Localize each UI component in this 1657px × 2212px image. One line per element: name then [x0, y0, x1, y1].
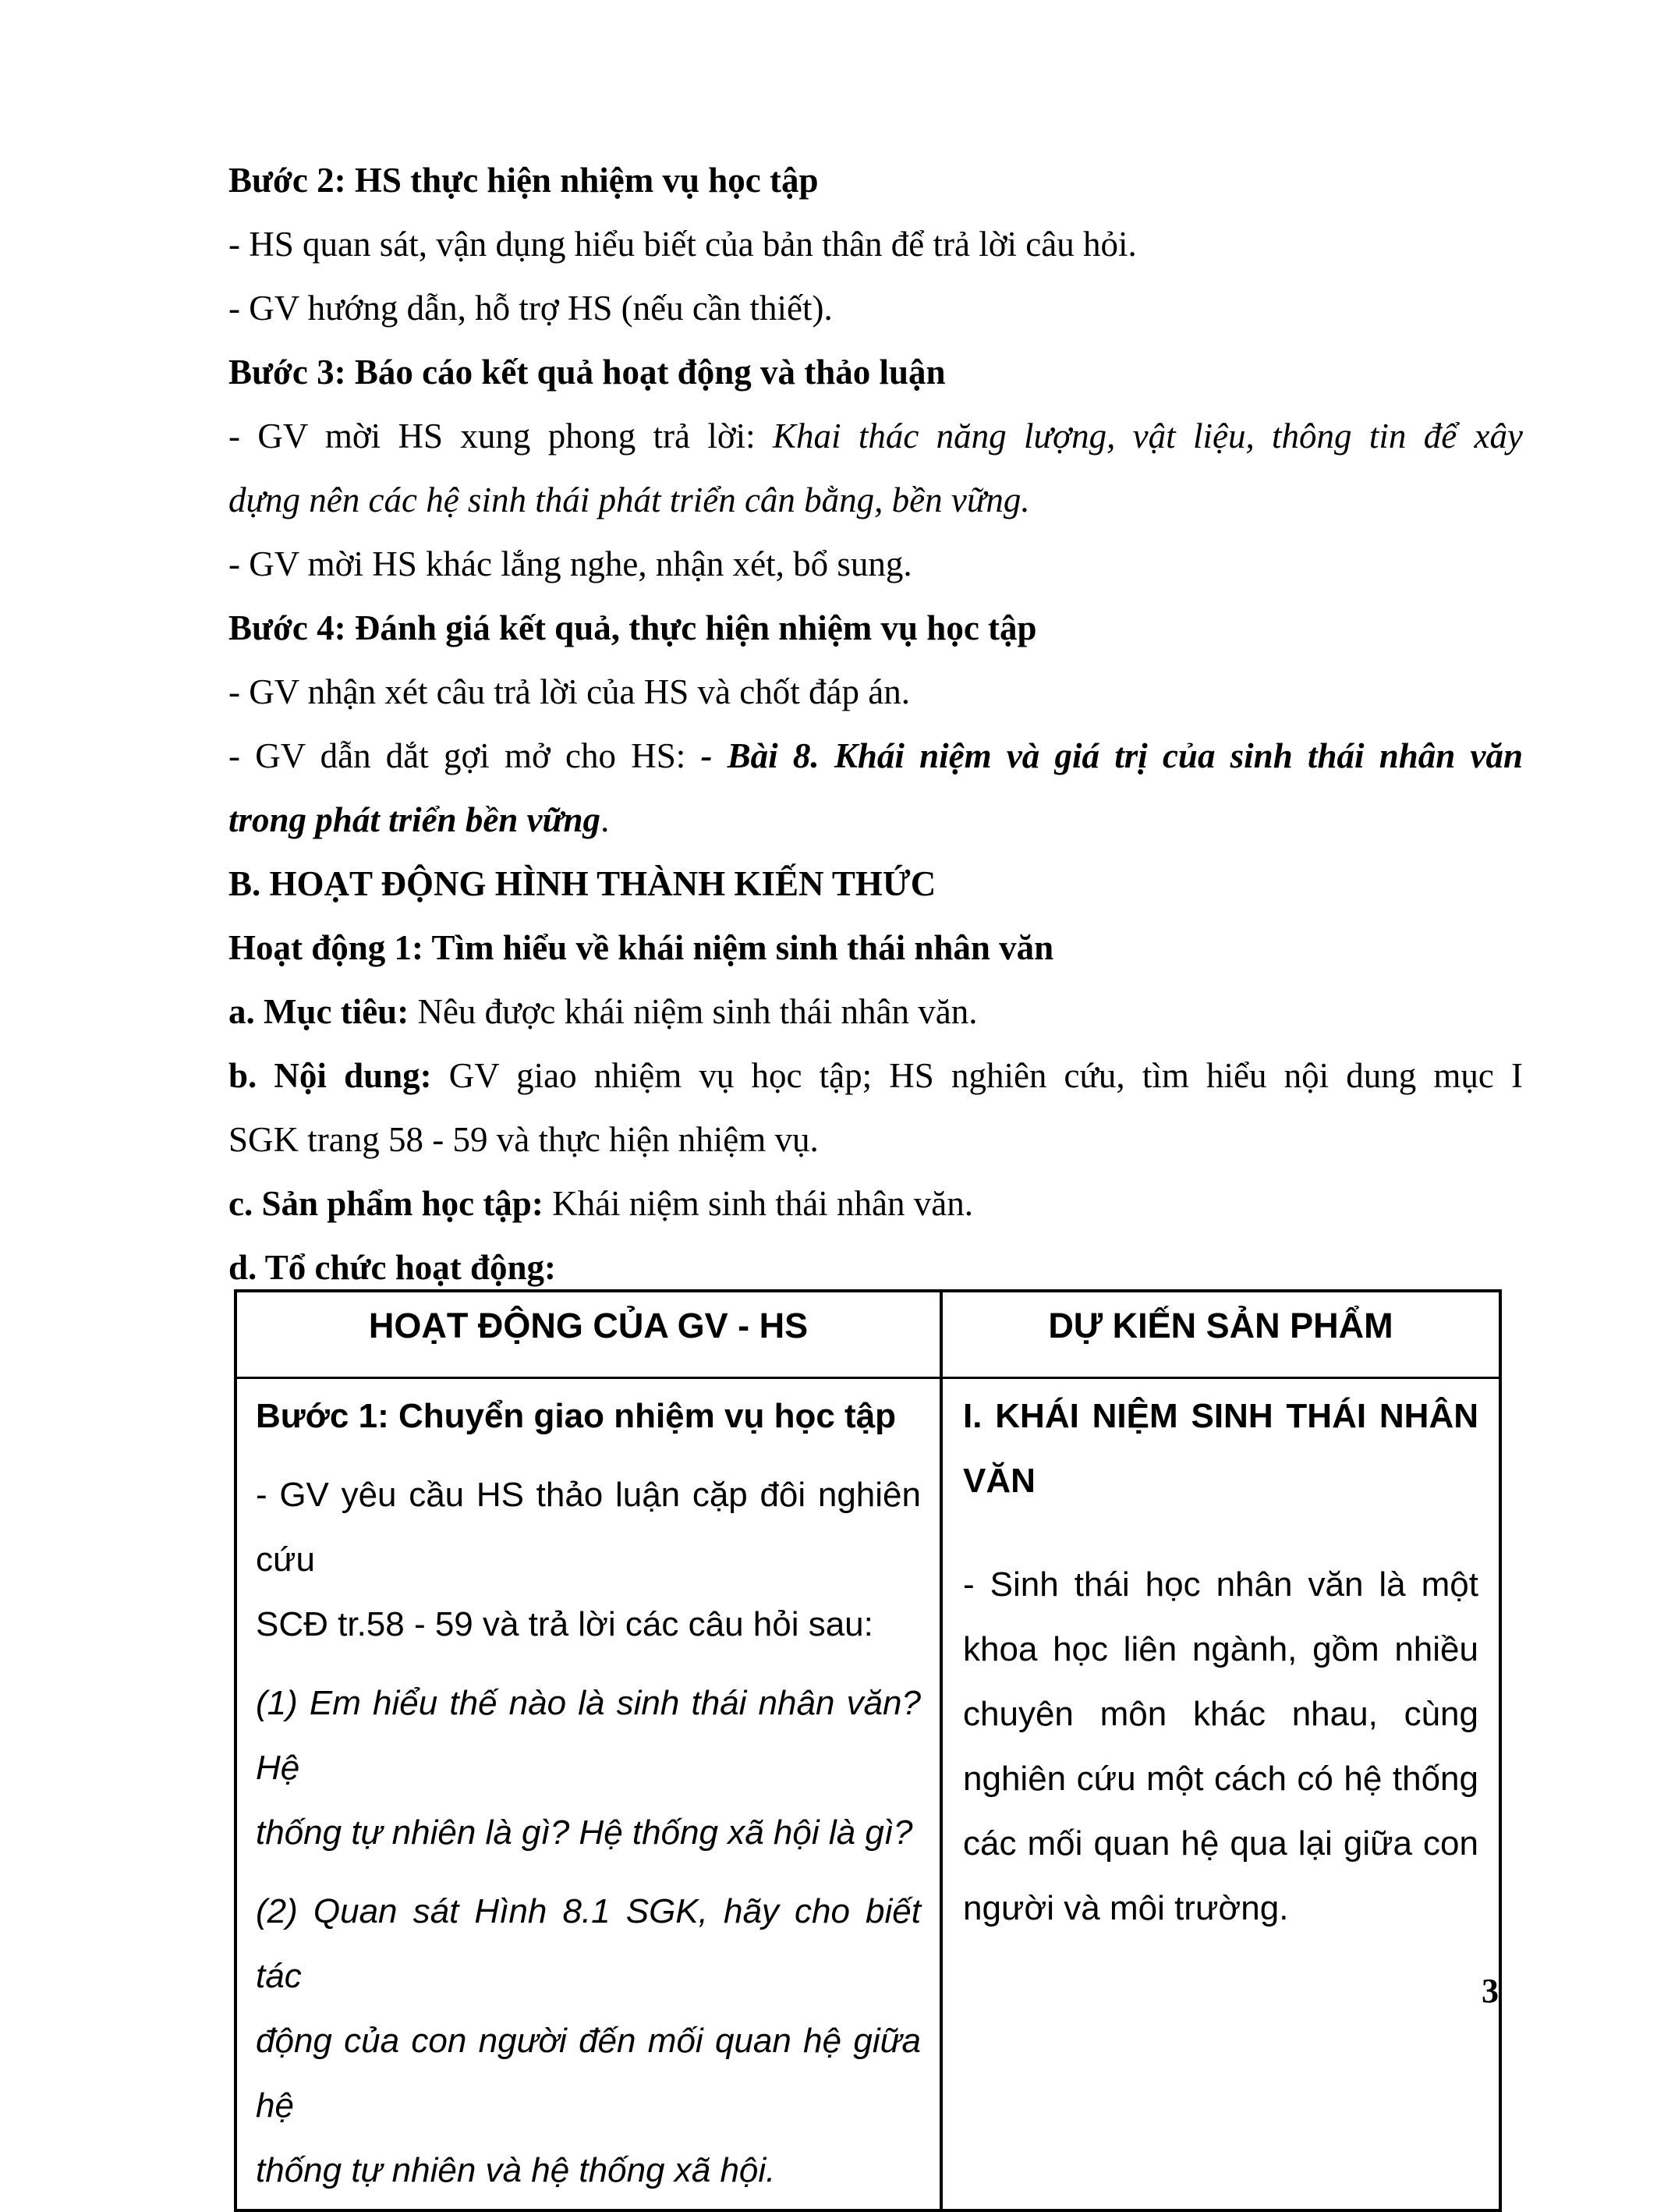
product-heading: [963, 1384, 1478, 1513]
step4-heading-text: Bước 4: Đánh giá kết quả, thực hiện nhiệm vụ học tập: [228, 608, 1037, 647]
product-def-line5-text: các mối quan hệ qua lại giữa con: [963, 1824, 1478, 1863]
paragraph-step2-line1: [228, 212, 1523, 276]
product-heading-line1-text: I. KHÁI NIỆM SINH THÁI NHÂN: [963, 1397, 1478, 1435]
product-def-line3-text: chuyên môn khác nhau, cùng: [963, 1695, 1478, 1733]
product-def-line1-text: - Sinh thái học nhân văn là một: [963, 1565, 1478, 1604]
product-heading-line1: [963, 1384, 1478, 1448]
to-chuc-label: d. Tổ chức hoạt động:: [228, 1248, 557, 1287]
product-heading-line2-text: VĂN: [963, 1462, 1036, 1500]
table-cell-expected-product: [941, 1378, 1500, 2211]
question-2-line3: [256, 2138, 921, 2203]
gv-task-line1: [256, 1462, 921, 1592]
step3-line1-italic: Khai thác năng lượng, vật liệu, thông tin để xây: [773, 417, 1524, 456]
paragraph-step2-line2: [228, 276, 1523, 340]
question-1-line1: [256, 1671, 921, 1800]
paragraph-step4-line3: [228, 788, 1523, 852]
question-2: [256, 1879, 921, 2203]
product-def-line4: [963, 1746, 1478, 1811]
table-header-du-kien: DỰ KIẾN SẢN PHẨM: [941, 1291, 1500, 1378]
step4-line3-suffix: .: [600, 800, 610, 839]
step4-line1-text: - GV nhận xét câu trả lời của HS và chốt đáp án.: [228, 672, 910, 711]
product-def-line1: [963, 1552, 1478, 1617]
activity1-heading-text: Hoạt động 1: Tìm hiểu về khái niệm sinh thái nhân văn: [228, 928, 1054, 967]
noi-dung-line2-text: SGK trang 58 - 59 và thực hiện nhiệm vụ.: [228, 1120, 819, 1159]
paragraph-muc-tieu: [228, 980, 1523, 1044]
paragraph-step4-line1: [228, 660, 1523, 724]
paragraph-step3-line3: [228, 532, 1523, 596]
step4-line2-bold-italic: - Bài 8. Khái niệm và giá trị của sinh thái nhân văn: [700, 736, 1523, 775]
paragraph-san-pham: [228, 1172, 1523, 1235]
question-1: [256, 1671, 921, 1865]
noi-dung-line1-text: GV giao nhiệm vụ học tập; HS nghiên cứu, tìm hiểu nội dung mục I: [448, 1056, 1524, 1095]
page-number: 3: [1482, 1972, 1499, 2010]
product-def-line5: [963, 1811, 1478, 1876]
product-def-line6: [963, 1876, 1478, 1941]
noi-dung-label: b. Nội dung:: [228, 1056, 449, 1095]
gv-task-line2-text: SCĐ tr.58 - 59 và trả lời các câu hỏi sau:: [256, 1605, 873, 1643]
gv-task-paragraph: [256, 1462, 921, 1657]
step4-line2-prefix: - GV dẫn dắt gợi mở cho HS:: [228, 736, 701, 775]
step1-heading-text: Bước 1: Chuyển giao nhiệm vụ học tập: [256, 1397, 897, 1435]
section-b-heading-text: B. HOẠT ĐỘNG HÌNH THÀNH KIẾN THỨC: [228, 864, 936, 903]
paragraph-step3-heading: [228, 340, 1523, 404]
paragraph-step4-line2: [228, 724, 1523, 788]
paragraph-noi-dung-line1: [228, 1044, 1523, 1108]
muc-tieu-text: Nêu được khái niệm sinh thái nhân văn.: [417, 992, 978, 1031]
activity-table: [234, 1289, 1502, 2212]
product-def-line2-text: khoa học liên ngành, gồm nhiều: [963, 1630, 1478, 1668]
step1-heading: [256, 1384, 921, 1448]
step3-line1-prefix: - GV mời HS xung phong trả lời:: [228, 417, 773, 456]
product-definition: [963, 1552, 1478, 1941]
san-pham-text: Khái niệm sinh thái nhân văn.: [552, 1184, 973, 1223]
gv-task-line1-text: - GV yêu cầu HS thảo luận cặp đôi nghiên cứu: [256, 1476, 921, 1579]
gv-task-line2: [256, 1592, 921, 1657]
muc-tieu-label: a. Mục tiêu:: [228, 992, 418, 1031]
question-2-line2-text: động của con người đến mối quan hệ giữa hệ: [256, 2022, 921, 2125]
paragraph-noi-dung-line2: [228, 1108, 1523, 1172]
step3-heading-text: Bước 3: Báo cáo kết quả hoạt động và thảo luận: [228, 353, 946, 392]
paragraph-step4-heading: [228, 596, 1523, 660]
paragraph-section-b-heading: [228, 852, 1523, 916]
question-2-line1-text: (2) Quan sát Hình 8.1 SGK, hãy cho biết tác: [256, 1892, 921, 1995]
step3-line2-italic: dựng nên các hệ sinh thái phát triển cân bằng, bền vững.: [228, 480, 1030, 519]
table-header-row: [235, 1291, 1500, 1378]
step2-heading-text: Bước 2: HS thực hiện nhiệm vụ học tập: [228, 161, 819, 200]
question-1-line2-text: thống tự nhiên là gì? Hệ thống xã hội là gì?: [256, 1813, 913, 1852]
table-body-row: [235, 1378, 1500, 2211]
product-def-line6-text: người và môi trường.: [963, 1889, 1289, 1927]
product-heading-line2: [963, 1448, 1478, 1513]
paragraph-step3-line1: [228, 404, 1523, 468]
table-cell-gv-activity: [235, 1378, 941, 2211]
product-def-line3: [963, 1682, 1478, 1746]
paragraph-step3-line2: [228, 468, 1523, 532]
san-pham-label: c. Sản phẩm học tập:: [228, 1184, 553, 1223]
body-text-block: [228, 148, 1523, 1299]
step2-line2-text: - GV hướng dẫn, hỗ trợ HS (nếu cần thiết).: [228, 289, 833, 328]
product-def-line2: [963, 1617, 1478, 1682]
question-1-line2: [256, 1800, 921, 1865]
product-def-line4-text: nghiên cứu một cách có hệ thống: [963, 1760, 1478, 1798]
step3-line3-text: - GV mời HS khác lắng nghe, nhận xét, bổ sung.: [228, 544, 912, 583]
question-2-line1: [256, 1879, 921, 2008]
question-1-line1-text: (1) Em hiểu thế nào là sinh thái nhân văn? Hệ: [256, 1684, 921, 1787]
step2-line1-text: - HS quan sát, vận dụng hiểu biết của bản thân để trả lời câu hỏi.: [228, 225, 1137, 264]
table-header-gv-hs: HOẠT ĐỘNG CỦA GV - HS: [235, 1291, 941, 1378]
step4-line3-bold-italic: trong phát triển bền vững: [228, 800, 601, 839]
paragraph-activity1-heading: [228, 916, 1523, 980]
question-2-line2: [256, 2008, 921, 2138]
question-2-line3-text: thống tự nhiên và hệ thống xã hội.: [256, 2151, 776, 2189]
paragraph-step2-heading: [228, 148, 1523, 212]
